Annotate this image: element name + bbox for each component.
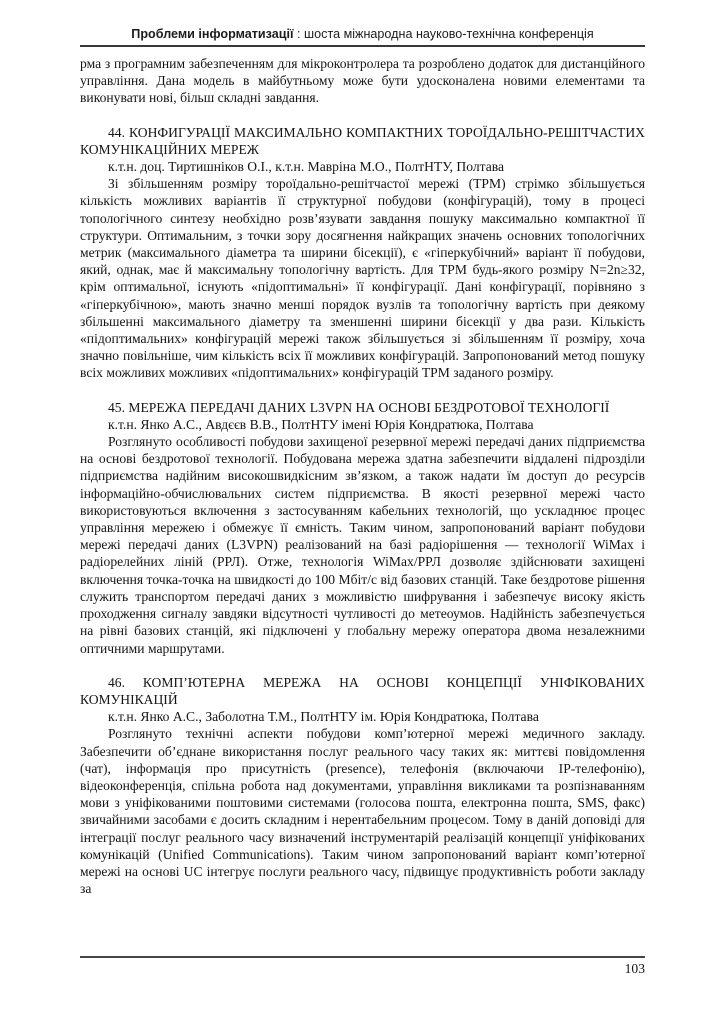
section-44-authors: к.т.н. доц. Тиртишніков О.І., к.т.н. Мавріна М.О., ПолтНТУ, Полтава: [108, 159, 505, 175]
section-45-abstract: Розглянуто особливості побудови захищеної резервної мережі передачі даних підприємства на основі бездротової технології. Побудована мережа здатна забезпечити віддалені підрозділи підприємства надійним високошвидкісним зв’язком, а також надати їм доступ до ресурсів інформаційно-обчислювальних систем підприємства. В якості резервної мережі часто використовуються включення з застосуванням кабельних технологій, що ускладнює процес управління мережею і обмежує її ємність. Таким чином, запропонований варіант побудови мережі передачі даних (L3VPN) реалізований на базі радіорішення — технології WiMax і радіорелейних ліній (РРЛ). Отже, технологія WiMax/РРЛ дозволяє здійснювати захищені включення точка-точка на швидкості до 100 Мбіт/с від базових станцій. Таке бездротове рішення служить транспортом передачі даних з можливістю шифрування і забезпечує високу якість проходження сигналу завдяки відсутності чутливості до метеоумов. Надійність забезпечується на рівні базових станцій, які підключені у глобальну мережу оператора двома незалежними оптичними маршрутами.: [80, 434, 645, 656]
abstract-section-45: [80, 399, 645, 657]
section-45-authors: к.т.н. Янко А.С., Авдєєв В.В., ПолтНТУ імені Юрія Кондратюка, Полтава: [108, 416, 534, 432]
page-number: 103: [624, 961, 645, 976]
section-45-title: 45. МЕРЕЖА ПЕРЕДАЧІ ДАНИХ L3VPN НА ОСНОВІ БЕЗДРОТОВОЇ ТЕХНОЛОГІЇ: [108, 399, 610, 415]
page-header: [80, 0, 645, 47]
section-46-authors: к.т.н. Янко А.С., Заболотна Т.М., ПолтНТУ ім. Юрія Кондратюка, Полтава: [108, 709, 539, 725]
intro-continuation-paragraph: рма з програмним забезпеченням для мікроконтролера та розроблено додаток для дистанційного управління. Дана модель в майбутньому може бути удосконалена новими елементами та виконувати нові, більш складні завдання.: [80, 56, 645, 106]
section-46-abstract: Розглянуто технічні аспекти побудови комп’ютерної мережі медичного закладу. Забезпечити об’єднане використання послуг реального часу таких як: миттєві повідомлення (чат), інформація про присутність (presence), телефонія (включаючи IP-телефонію), відеоконференція, спільна робота над документами, управління викликами та розпізнаванням мови з уніфікованими поштовими системами (голосова пошта, електронна пошта, SMS, факс) звичайними засобами є досить складним і нерентабельним процесом. Тому в даній доповіді для інтеграції послуг реального часу визначений інструментарій реалізацій концепції уніфікованих комунікацій (Unified Communications). Таким чином запропонований варіант комп’ютерної мережі на основі UC інтегрує послуги реального часу, підвищує продуктивність роботи закладу за: [80, 726, 645, 897]
section-44-title: 44. КОНФИГУРАЦІЇ МАКСИМАЛЬНО КОМПАКТНИХ ТОРОЇДАЛЬНО-РЕШІТЧАСТИХ КОМУНІКАЦІЙНИХ МЕРЕЖ: [80, 124, 645, 157]
conference-subtitle: : шоста міжнародна науково-технічна конференція: [293, 27, 594, 41]
section-44-abstract: Зі збільшенням розміру тороїдально-решітчастої мережі (ТРМ) стрімко збільшується кількість можливих варіантів її структурної побудови (конфігурацій), тому в процесі топологічного синтезу необхідно розв’язувати завдання пошуку максимально компактної її структури. Оптимальним, з точки зору досягнення найкращих значень основних топологічних метрик (максимального діаметра та ширини бісекції), є «гіперкубічний» варіант її побудови, який, однак, має й максимальну топологічну вартість. Для ТРМ будь-якого розміру N=2n≥32, крім оптимальної, існують «підоптимальні» її конфігурації. Дані конфігурації, порівняно з «гіперкубічною», мають значно менші порядок вузлів та топологічну вартість при деякому збільшенні максимального діаметру та зменшенні ширини бісекції у два рази. Кількість «підоптимальних» конфігурацій мережі також збільшується зі збільшенням її розміру, хоча значно повільніше, чим кількість всіх її можливих конфігурацій. Запропонований метод пошуку всіх можливих можливих «підоптимальних» конфігурацій ТРМ заданого розміру.: [80, 176, 645, 381]
page-body: [80, 55, 645, 897]
page-footer: [80, 956, 645, 977]
journal-title: Проблеми інформатизації: [131, 27, 294, 41]
abstract-section-46: [80, 674, 645, 898]
abstract-section-44: [80, 124, 645, 382]
section-46-title: 46. КОМП’ЮТЕРНА МЕРЕЖА НА ОСНОВІ КОНЦЕПЦІЇ УНІФІКОВАНИХ КОМУНІКАЦІЙ: [80, 674, 645, 707]
